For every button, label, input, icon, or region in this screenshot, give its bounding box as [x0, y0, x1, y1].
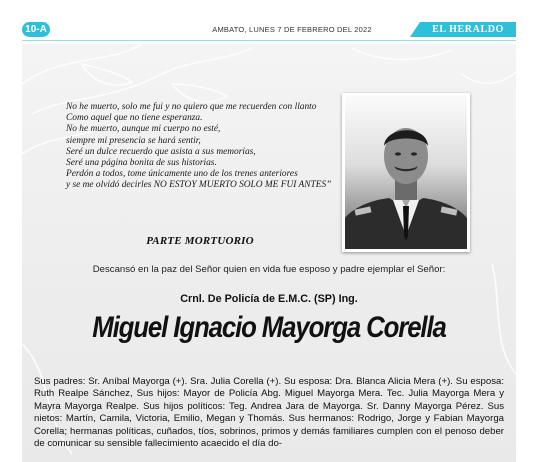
deceased-name: Miguel Ignacio Mayorga Corella	[92, 311, 446, 344]
portrait-photo	[342, 93, 470, 252]
dateline: AMBATO, LUNES 7 DE FEBRERO DEL 2022	[212, 25, 372, 34]
poem-line: Perdón a todos, tome únicamente uno de los trenes anteriores	[66, 169, 298, 180]
poem-line: Seré una página bonita de sus historias.	[66, 158, 217, 169]
newspaper-name: EL HERALDO	[432, 24, 504, 35]
poem-line: siempre mi presencia se hará sentir,	[66, 135, 201, 146]
obituary-panel	[22, 44, 516, 462]
uniformed-officer-portrait	[345, 96, 467, 249]
memorial-poem	[66, 102, 332, 192]
notice-title: PARTE MORTUORIO	[146, 235, 254, 247]
masthead	[0, 0, 534, 40]
newspaper-brand-bar	[420, 22, 516, 37]
poem-line: No he muerto, aunque mi cuerpo no esté,	[66, 124, 221, 135]
family-body-text: Sus padres: Sr. Aníbal Mayorga (+). Sra. Julia Corella (+). Su esposa: Dra. Blanca Alicia Mera (+). Su esposa: Ruth Realpe Sánchez, Sus hijos: Mayor de Policía Abg. Miguel Mayorga Mera. Tec. Julia Mayorga Mera y Mayra Mayorga Realpe. Sus hijos políticos: Teg. Andrea Jara de Mayorga. Sr. Danny Mayorga Pérez. Sus nietos: Martín, Camila, Victoria, Emilio, Megan y Thomás. Sus hermanos: Rodrigo, Jorge y Fabian Mayorga Corella; hermanas políticas, cuñados, tíos, sobrinos, primos y demás familiares cumplen con el penoso deber de comunicar su sensible fallecimiento acaecido el día do-	[34, 376, 504, 450]
announcement-text: Descansó en la paz del Señor quien en vida fue esposo y padre ejemplar el Señor:	[92, 264, 446, 275]
masthead-rule	[22, 40, 516, 41]
poem-line: y se me olvidó decirles NO ESTOY MUERTO SOLO ME FUI ANTES”	[66, 180, 332, 191]
poem-line: Como aquel que no tiene esperanza.	[66, 113, 203, 124]
page-number-badge: 10-A	[22, 22, 50, 37]
deceased-rank: Crnl. De Policía de E.M.C. (SP) Ing.	[180, 293, 358, 305]
poem-line: Seré un dulce recuerdo que asista a sus memorias,	[66, 146, 256, 157]
poem-line: No he muerto, solo me fui y no quiero que me recuerden con llanto	[66, 102, 317, 112]
